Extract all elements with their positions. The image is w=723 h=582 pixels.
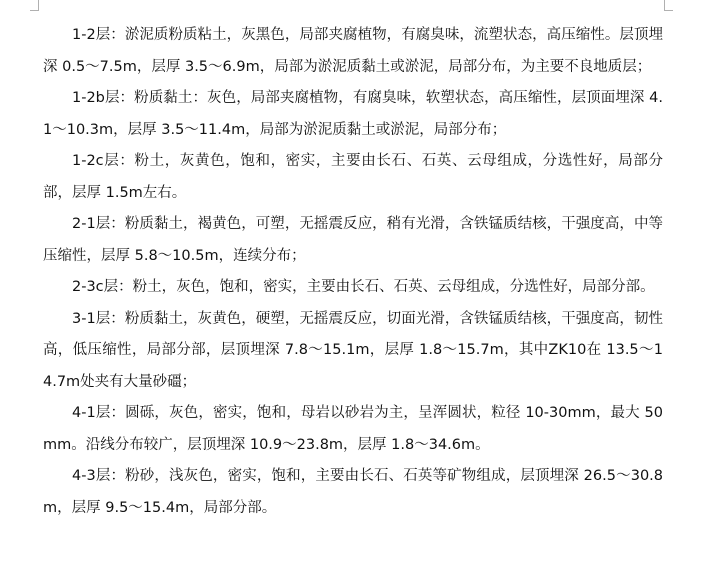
margin-corner-mark-right	[664, 0, 673, 11]
paragraph-layer-2-1: 2-1层：粉质黏土，褐黄色，可塑，无摇震反应，稍有光滑，含铁锰质结核，干强度高，中等压缩性，层厚 5.8～10.5m，连续分布；	[43, 216, 663, 264]
paragraph-layer-2-3c: 2-3c层：粉土，灰色，饱和，密实，主要由长石、石英、云母组成，分选性好，局部分部。	[72, 279, 655, 295]
paragraph-layer-4-3: 4-3层：粉砂，浅灰色，密实，饱和，主要由长石、石英等矿物组成，层顶埋深 26.5～30.8m，层厚 9.5～15.4m，局部分部。	[43, 468, 663, 516]
paragraph-layer-1-2b: 1-2b层：粉质黏土：灰色，局部夹腐植物，有腐臭味，软塑状态，高压缩性，层顶面埋深 4.1～10.3m，层厚 3.5～11.4m，局部为淤泥质黏土或淤泥，局部分布；	[43, 90, 663, 138]
margin-corner-mark-left	[30, 0, 39, 11]
paragraph-layer-1-2: 1-2层：淤泥质粉质粘土，灰黑色，局部夹腐植物，有腐臭味，流塑状态，高压缩性。层顶埋深 0.5～7.5m，层厚 3.5～6.9m，局部为淤泥质黏土或淤泥，局部分布，为主要不良地质层；	[43, 27, 663, 75]
document-body	[43, 20, 663, 524]
paragraph-layer-4-1: 4-1层：圆砾，灰色，密实，饱和，母岩以砂岩为主，呈浑圆状，粒径 10-30mm，最大 50mm。沿线分布较广，层顶埋深 10.9～23.8m，层厚 1.8～34.6m。	[43, 405, 663, 453]
paragraph-layer-1-2c: 1-2c层：粉土，灰黄色，饱和，密实，主要由长石、石英、云母组成，分选性好，局部分部，层厚 1.5m左右。	[43, 153, 663, 201]
paragraph-layer-3-1: 3-1层：粉质黏土，灰黄色，硬塑，无摇震反应，切面光滑，含铁锰质结核，干强度高，韧性高，低压缩性，局部分部，层顶埋深 7.8～15.1m，层厚 1.8～15.7m，其中ZK10在 13.5～14.7m处夹有大量砂礓；	[43, 310, 663, 390]
